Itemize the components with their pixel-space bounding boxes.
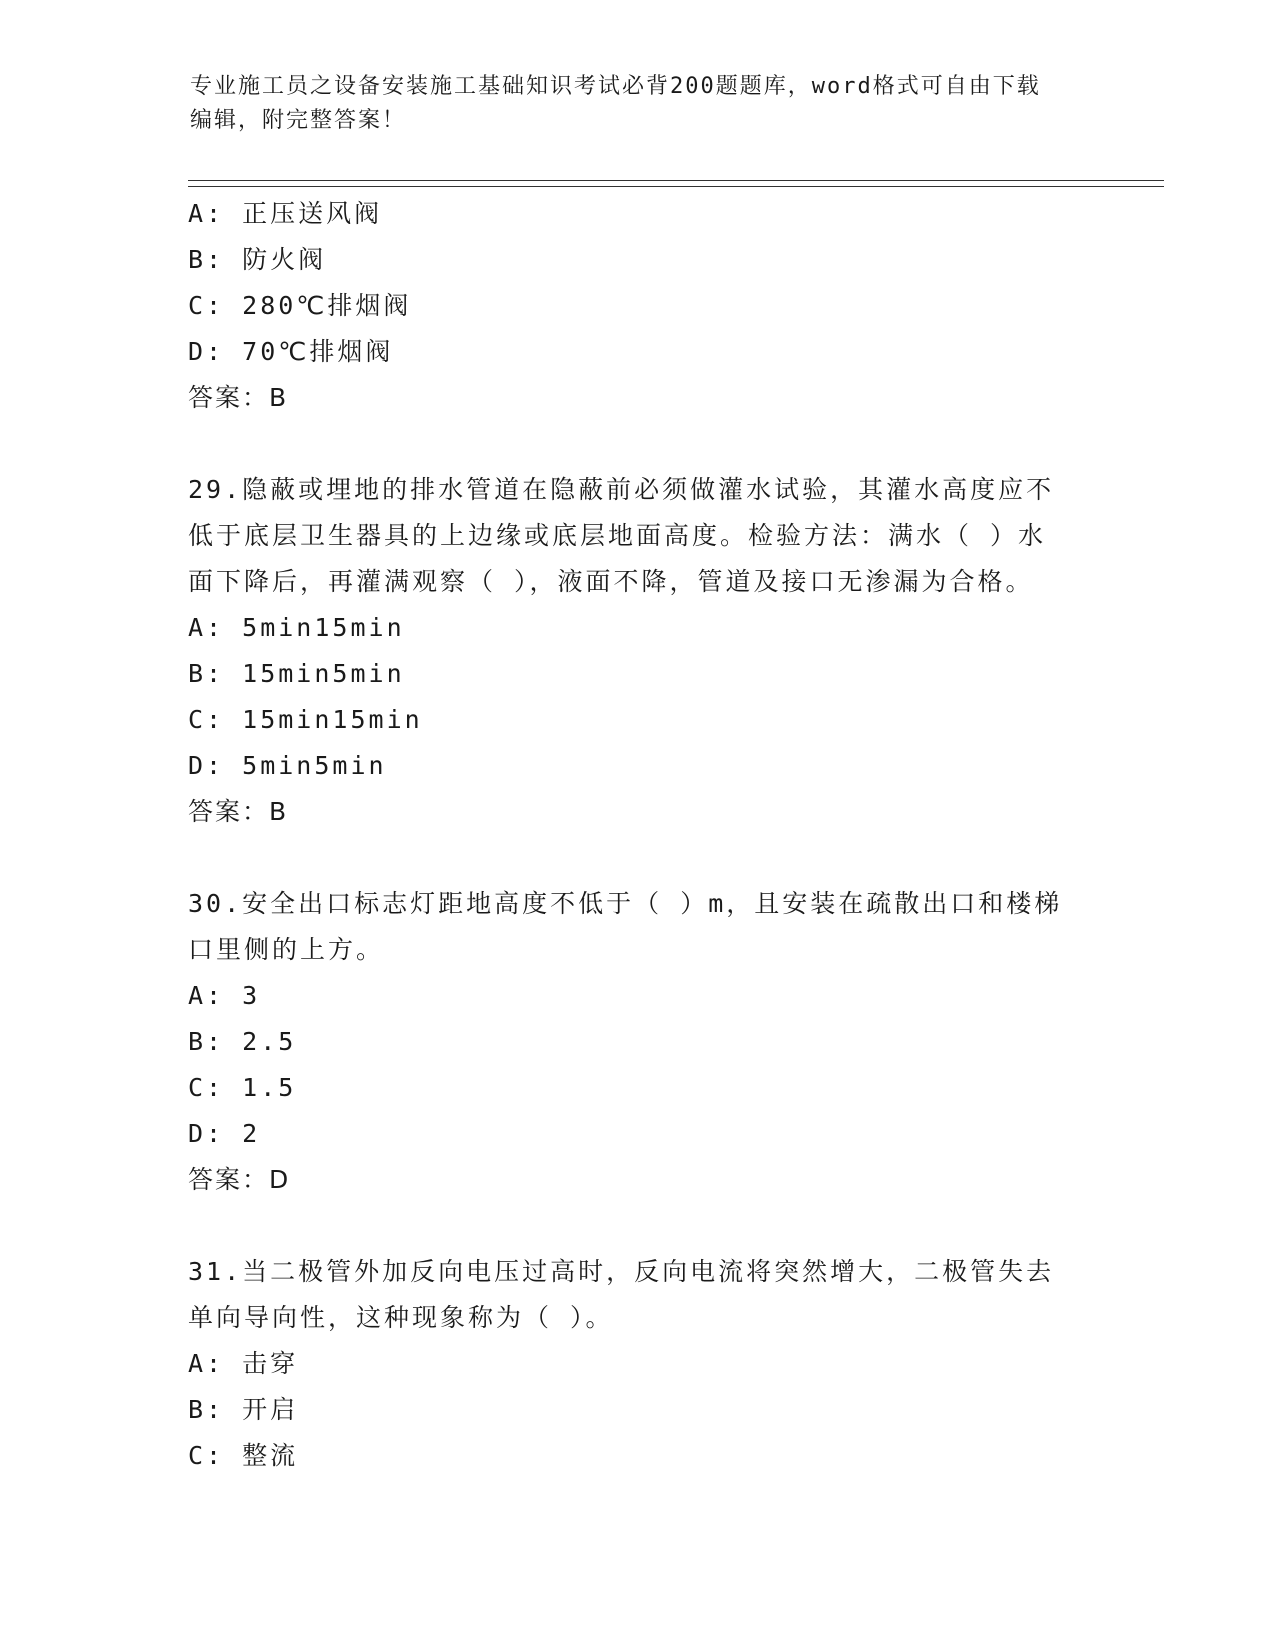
option-a: A: 5min15min bbox=[188, 613, 405, 642]
question-stem-line: 30.安全出口标志灯距地高度不低于（ ）m，且安装在疏散出口和楼梯 bbox=[188, 889, 1063, 918]
option-c: C: 整流 bbox=[188, 1441, 299, 1470]
question-spacer bbox=[188, 1203, 1088, 1249]
question-30 bbox=[188, 881, 1088, 1203]
option-c: C: 15min15min bbox=[188, 705, 423, 734]
question-spacer bbox=[188, 421, 1088, 467]
option-b: B: 2.5 bbox=[188, 1027, 297, 1056]
question-stem-line: 低于底层卫生器具的上边缘或底层地面高度。检验方法：满水（ ）水 bbox=[188, 521, 1047, 550]
option-d: D: 2 bbox=[188, 1119, 261, 1148]
question-stem-line: 口里侧的上方。 bbox=[188, 935, 385, 964]
option-a: A: 正压送风阀 bbox=[188, 199, 383, 228]
document-header bbox=[190, 70, 1090, 138]
question-29 bbox=[188, 467, 1088, 835]
question-stem-line: 29.隐蔽或埋地的排水管道在隐蔽前必须做灌水试验，其灌水高度应不 bbox=[188, 475, 1055, 504]
header-line-1: 专业施工员之设备安装施工基础知识考试必背200题题库，word格式可自由下载 bbox=[190, 74, 1041, 99]
option-b: B: 开启 bbox=[188, 1395, 299, 1424]
option-d: D: 5min5min bbox=[188, 751, 387, 780]
question-stem-line: 单向导向性，这种现象称为（ ）。 bbox=[188, 1303, 614, 1332]
question-stem-line: 31.当二极管外加反向电压过高时，反向电流将突然增大，二极管失去 bbox=[188, 1257, 1055, 1286]
option-d: D: 70℃排烟阀 bbox=[188, 337, 394, 366]
question-list bbox=[188, 191, 1088, 1479]
answer: 答案：B bbox=[188, 383, 289, 412]
question-stem-line: 面下降后，再灌满观察（ ），液面不降，管道及接口无渗漏为合格。 bbox=[188, 567, 1034, 596]
option-b: B: 防火阀 bbox=[188, 245, 327, 274]
option-c: C: 1.5 bbox=[188, 1073, 297, 1102]
option-c: C: 280℃排烟阀 bbox=[188, 291, 412, 320]
answer: 答案：B bbox=[188, 797, 289, 826]
option-b: B: 15min5min bbox=[188, 659, 405, 688]
option-a: A: 击穿 bbox=[188, 1349, 299, 1378]
header-line-2: 编辑，附完整答案！ bbox=[190, 108, 407, 133]
question-spacer bbox=[188, 835, 1088, 881]
option-a: A: 3 bbox=[188, 981, 261, 1010]
header-divider bbox=[188, 180, 1164, 187]
answer: 答案：D bbox=[188, 1165, 291, 1194]
question-31 bbox=[188, 1249, 1088, 1479]
question-28 bbox=[188, 191, 1088, 421]
